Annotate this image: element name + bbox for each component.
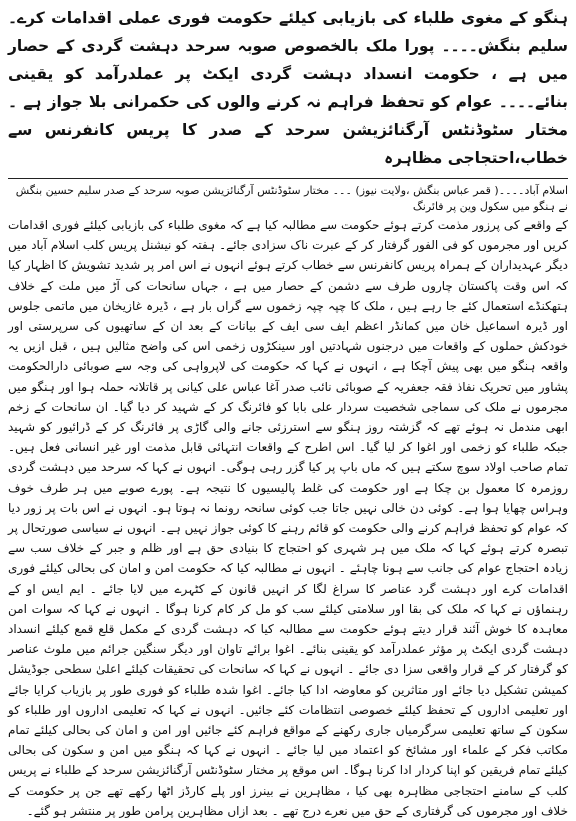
divider (8, 178, 568, 179)
headline: ہنگو کے مغوی طلباء کی بازیابی کیلئے حکومت فوری عملی اقدامات کرے۔سلیم بنگش۔۔۔۔ پورا ملک بالخصوص صوبہ سرحد دہشت گردی کے حصار میں ہے ، حکومت انسداد دہشت گردی ایکٹ پر عملدرآمد کو یقینی بنائے۔۔۔۔ عوام کو تحفظ فراہم نہ کرنے والوں کی حکمرانی بلا جواز ہے ۔مختار سٹوڈنٹس آرگنائزیشن سرحد کے صدر کا پریس کانفرنس سے خطاب،احتجاجی مظاہرہ (8, 9, 568, 167)
article-body: کے واقعے کی پرزور مذمت کرتے ہوئے حکومت سے مطالبہ کیا ہے کہ مغوی طلباء کی بازیابی کیلئے فوری اقدامات کریں اور مجرموں کو فی الفور گرفتار کر کے عبرت ناک سزادی جائے۔ ہفتہ کو نیشنل پریس کلب اسلام آباد میں دیگر عہدیداران کے ہمراہ پریس کانفرنس سے خطاب کرتے ہوئے انہوں نے اس امر پر شدید تشویش کا اظہار کیا کہ اس وقت پاکستان چاروں طرف سے دشمن کے حصار میں ہے ، جہاں سانحات کی آڑ میں ملت کے خلاف ہتھکنڈے استعمال کئے جا رہے ہیں ، ملک کا چپہ چپہ زخموں سے گراں بار ہے ، ڈیرہ غازیخان میں ماتمی جلوس اور ڈیرہ اسماعیل خان میں کمانڈر اعظم ایف سی ایف کے بیانات کے بعد ان کے ساتھیوں کی سرپرستی اور خودکش حملوں کے واقعات میں درجنوں شہادتیں اور سینکڑوں زخمی اس کی واضح مثالیں ہیں ، قبل ازیں یہ واقعہ ہنگو میں بھی پیش آچکا ہے ، انہوں نے کہا کہ حکومت کی لاپرواہی کی وجہ سے صوبائی دارالحکومت پشاور میں تحریک نفاذ فقہ جعفریہ کے صوبائی نائب صدر آغا عباس علی کیانی پر قاتلانہ حملہ ہوا اور ہنگو میں مجرموں نے ملک کی سماجی شخصیت سردار علی بابا کو فائرنگ کر کے شہید کر دیا گیا۔ ان سانحات کے زخم ابھی مندمل نہ ہوئے تھے کہ گزشتہ روز ہنگو سے استرزئی جانے والی گاڑی پر فائرنگ کر کے ڈرائیور کو شہید جبکہ طلباء کو زخمی اور اغوا کر لیا گیا۔ اس اطرح کے واقعات انتہائی قابل مذمت اور غیر انسانی فعل ہیں۔ تمام صاحب اولاد سوچ سکتے ہیں کہ ماں باپ پر کیا گزر رہی ہوگی۔ انہوں نے کہا کہ سرحد میں دہشت گردی روزمرہ کا معمول بن چکا ہے اور حکومت کی غلط پالیسیوں کا نتیجہ ہے۔ پورے صوبے میں ہر طرف خوف وہراس چھایا ہوا ہے۔ کوئی دن خالی نہیں جاتا جب کوئی سانحہ رونما نہ ہوتا ہو۔ انہوں نے اس بات پر زور دیا کہ عوام کو تحفظ فراہم کرنے والی حکومت کو قائم رہنے کا کوئی جواز نہیں ہے۔ انہوں نے سیاسی صورتحال پر تبصرہ کرتے ہوئے کہا کہ ملک میں ہر شہری کو احتجاج کا بنیادی حق ہے اور ظلم و جبر کے خلاف سب سے زیادہ احتجاج عوام کی جانب سے ہونا چاہئے ۔ انہوں نے مطالبہ کیا کہ حکومت امن و امان کی بحالی کیلئے فوری اقدامات کرے اور دہشت گرد عناصر کا سراغ لگا کر انہیں قانون کے کٹہرے میں لایا جائے ۔ ایم ایس او کے رہنماؤں نے کہا کہ ملک کی بقا اور سلامتی کیلئے سب کو مل کر کام کرنا ہوگا ۔ انہوں نے کہا کہ سوات امن معاہدہ کا خوش آئند قرار دیتے ہوئے حکومت سے مطالبہ کیا کہ دہشت گردی کے مکمل قلع قمع کیلئے انسداد دہشت گردی ایکٹ پر مؤثر عملدرآمد کو یقینی بنائے۔ اغوا برائے تاوان اور دیگر سنگین جرائم میں ملوث عناصر کو گرفتار کر کے قرار واقعی سزا دی جائے ۔ انہوں نے کہا کہ سانحات کی تحقیقات کیلئے اعلیٰ سطحی جوڈیشل کمیشن تشکیل دیا جائے اور متاثرین کو معاوضہ ادا کیا جائے۔ اغوا شدہ طلباء کو فوری طور پر بازیاب کرایا جائے اور تعلیمی اداروں کے تحفظ کیلئے خصوصی انتظامات کئے جائیں۔ انہوں نے کہا کہ تعلیمی اداروں اور طلباء کو سکون کے ساتھ تعلیمی سرگرمیاں جاری رکھنے کے مواقع فراہم کئے جائیں اور امن و امان کی بحالی کیلئے تمام مکاتب فکر کے علماء اور مشائخ کو اعتماد میں لیا جائے ۔ انہوں نے کہا کہ ہنگو میں امن و سکون کی بحالی کیلئے تمام فریقین کو اپنا کردار ادا کرنا ہوگا۔ اس موقع پر مختار سٹوڈنٹس آرگنائزیشن سرحد کے طلباء نے پریس کلب کے سامنے احتجاجی مظاہرہ بھی کیا ، مظاہرین نے بینرز اور پلے کارڈز اٹھا رکھے تھے جن پر حکومت کے خلاف اور مجرموں کی گرفتاری کے حق میں نعرے درج تھے ۔ بعد ازاں مظاہرین پرامن طور پر منتشر ہو گئے۔ (8, 218, 568, 818)
dateline: اسلام آباد۔۔۔۔( قمر عباس بنگش ،ولایت نیوز) ۔۔۔ مختار سٹوڈنٹس آرگنائزیشن صوبہ سرحد کے صدر سلیم حسین بنگش نے ہنگو میں سکول وین پر فائرنگ (15, 184, 568, 213)
